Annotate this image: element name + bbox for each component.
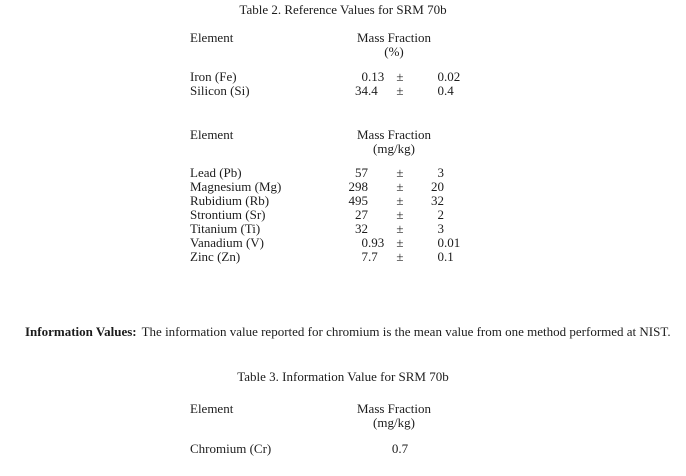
table-header-unit-row: [190, 416, 468, 430]
table3: [190, 402, 468, 456]
element-name: Magnesium (Mg): [190, 179, 282, 194]
uncertainty-frac: .02: [444, 69, 461, 84]
uncertainty-frac: .4: [444, 83, 454, 98]
element-name: Vanadium (V): [190, 235, 265, 250]
table-row: [190, 180, 468, 194]
uncertainty-int: 20: [431, 179, 444, 194]
element-name: Zinc (Zn): [190, 249, 241, 264]
information-values-label: Information Values:: [25, 324, 137, 339]
table-row: [190, 222, 468, 236]
uncertainty-frac: [444, 166, 468, 180]
value-frac: [368, 166, 386, 180]
value-frac: [368, 180, 386, 194]
table-header-unit-row: [190, 142, 468, 156]
element-name: Lead (Pb): [190, 165, 242, 180]
unit-label: (mg/kg): [373, 141, 415, 156]
value-int: 0: [361, 69, 368, 84]
unit-label: (mg/kg): [373, 415, 415, 430]
table-header-unit-row: [190, 45, 468, 59]
plus-minus-symbol: ±: [396, 249, 404, 264]
table3-title: Table 3. Information Value for SRM 70b: [237, 369, 449, 384]
value-int: 298: [348, 179, 368, 194]
uncertainty-frac: [444, 208, 468, 222]
uncertainty-int: 0: [437, 235, 444, 250]
table-row: [190, 194, 468, 208]
table-row: [190, 166, 468, 180]
table-header-row: [190, 402, 468, 416]
value-frac: .7: [368, 249, 378, 264]
plus-minus-symbol: ±: [396, 207, 404, 222]
value-frac: [368, 194, 386, 208]
value-int: 32: [355, 221, 368, 236]
uncertainty-int: 3: [437, 221, 444, 236]
element-name: Titanium (Ti): [190, 221, 261, 236]
mass-fraction-column-header: Mass Fraction: [356, 401, 432, 416]
table-row: [190, 250, 468, 264]
unit-label: (%): [384, 44, 404, 59]
table2-mgkg-section: [190, 128, 468, 264]
value-frac: .4: [368, 83, 378, 98]
value-int: 34: [355, 83, 368, 98]
table-header-row: [190, 31, 468, 45]
information-values-text: The information value reported for chromium is the mean value from one method performed at NIST.: [141, 324, 671, 339]
element-name: Chromium (Cr): [190, 441, 272, 456]
value-frac: .13: [368, 69, 385, 84]
value-int: 57: [355, 165, 368, 180]
value-int: 0: [361, 235, 368, 250]
mass-fraction-column-header: Mass Fraction: [356, 30, 432, 45]
value-int: 7: [361, 249, 368, 264]
table2-percent-section: [190, 31, 468, 98]
value-int: 495: [348, 193, 368, 208]
mass-fraction-column-header: Mass Fraction: [356, 127, 432, 142]
element-column-header: Element: [190, 30, 234, 45]
uncertainty-int: 0: [437, 83, 444, 98]
plus-minus-symbol: ±: [396, 179, 404, 194]
value-int: 27: [355, 207, 368, 222]
table-row: [190, 84, 468, 98]
value-frac: .93: [368, 235, 385, 250]
uncertainty-int: 32: [431, 193, 444, 208]
uncertainty-frac: .1: [444, 249, 454, 264]
table-header-row: [190, 128, 468, 142]
information-values-paragraph: [25, 322, 673, 341]
table2-title: Table 2. Reference Values for SRM 70b: [239, 2, 447, 17]
uncertainty-int: 2: [437, 207, 444, 222]
value-frac: [368, 222, 386, 236]
table-row: [190, 208, 468, 222]
table-row: [190, 236, 468, 250]
uncertainty-int: 0: [437, 249, 444, 264]
uncertainty-int: 0: [437, 69, 444, 84]
uncertainty-frac: [444, 180, 468, 194]
element-name: Silicon (Si): [190, 83, 250, 98]
plus-minus-symbol: ±: [396, 165, 404, 180]
value-frac: [368, 208, 386, 222]
table-row: [190, 70, 468, 84]
uncertainty-int: 3: [437, 165, 444, 180]
uncertainty-frac: .01: [444, 235, 461, 250]
uncertainty-frac: [444, 194, 468, 208]
plus-minus-symbol: ±: [396, 193, 404, 208]
table-row: [190, 442, 468, 456]
element-name: Rubidium (Rb): [190, 193, 270, 208]
uncertainty-frac: [444, 222, 468, 236]
value: 0.7: [391, 441, 409, 456]
element-name: Strontium (Sr): [190, 207, 266, 222]
element-name: Iron (Fe): [190, 69, 237, 84]
plus-minus-symbol: ±: [396, 83, 404, 98]
plus-minus-symbol: ±: [396, 235, 404, 250]
plus-minus-symbol: ±: [396, 221, 404, 236]
element-column-header: Element: [190, 127, 234, 142]
element-column-header: Element: [190, 401, 234, 416]
plus-minus-symbol: ±: [396, 69, 404, 84]
